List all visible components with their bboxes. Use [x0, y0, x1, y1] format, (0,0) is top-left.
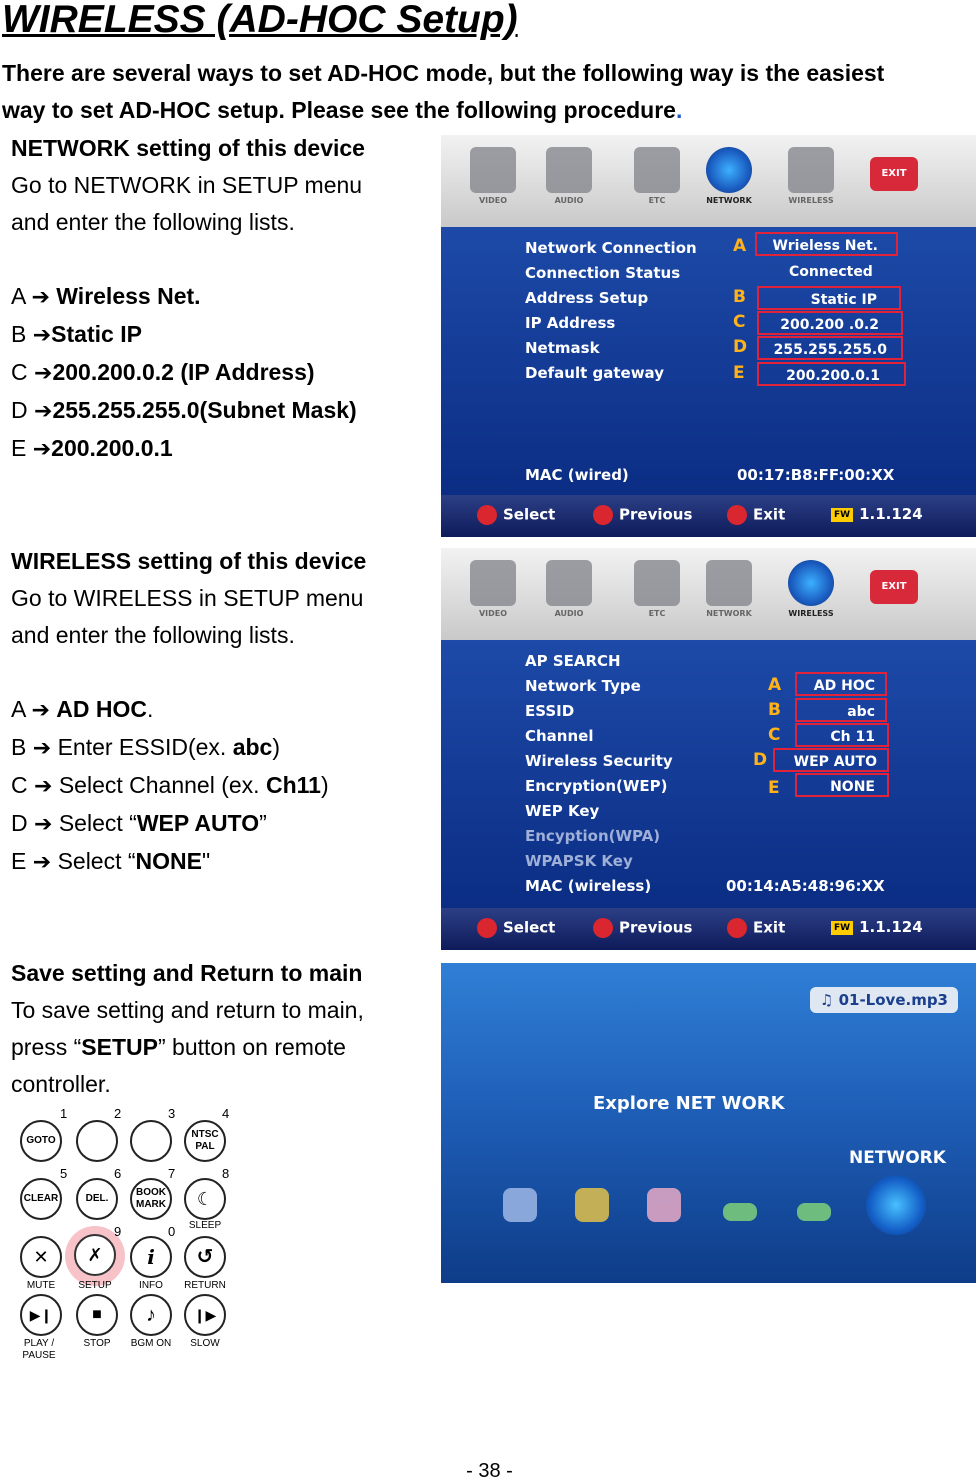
intro-line-1: There are several ways to set AD-HOC mode, but the following way is the easiest	[2, 60, 885, 86]
save-heading: Save setting and Return to main	[11, 960, 363, 986]
play-pause-label: PLAY / PAUSE	[22, 1338, 56, 1361]
play-pause-button[interactable]	[20, 1294, 62, 1336]
wireless-item-e: E ➔ Select “NONE"	[11, 848, 211, 875]
setup-label: SETUP	[78, 1280, 112, 1291]
callout-letter: C	[733, 312, 746, 332]
back-icon	[593, 505, 613, 525]
arrow-icon: ➔	[34, 774, 53, 799]
bgm-button[interactable]	[130, 1294, 172, 1336]
usb-icon[interactable]	[723, 1203, 757, 1221]
delete-button[interactable]: DEL.	[76, 1178, 118, 1220]
address-setup-value[interactable]: Static IP	[757, 286, 901, 310]
remote-controller	[18, 1106, 238, 1372]
wep-key-row[interactable]: WEP Key	[525, 802, 600, 820]
callout-letter: C	[768, 725, 781, 745]
wireless-menu-icon[interactable]: WIRELESS	[781, 560, 841, 622]
video-camera-icon[interactable]	[503, 1188, 537, 1222]
explore-title: Explore NET WORK	[593, 1093, 785, 1114]
mac-value: 00:17:B8:FF:00:XX	[737, 466, 895, 484]
ntsc-pal-button[interactable]: NTSC PAL	[184, 1120, 226, 1162]
etc-menu-icon[interactable]: ETC	[627, 560, 687, 622]
now-playing-badge: ♫ 01-Love.mp3	[810, 987, 958, 1013]
arrow-icon: ➔	[32, 736, 52, 761]
save-line-2: press “SETUP” button on remote	[11, 1034, 346, 1060]
arrow-icon: ➔	[32, 850, 52, 875]
goto-button[interactable]: GOTO	[20, 1120, 62, 1162]
bgm-label: BGM ON	[130, 1338, 172, 1349]
video-menu-icon[interactable]: VIDEO	[463, 560, 523, 622]
callout-letter: B	[733, 287, 746, 307]
save-section	[11, 955, 364, 1103]
slow-label: SLOW	[190, 1338, 220, 1349]
key-2-button[interactable]	[76, 1120, 118, 1162]
moon-icon: ☾	[196, 1189, 214, 1209]
number-label: 0	[168, 1224, 176, 1239]
number-label: 4	[222, 1106, 230, 1121]
netmask-row[interactable]: Netmask	[525, 339, 600, 357]
network-type-value[interactable]: AD HOC	[795, 672, 887, 696]
channel-row[interactable]: Channel	[525, 727, 594, 745]
address-setup-row[interactable]: Address Setup	[525, 289, 649, 307]
mac-wireless-value: 00:14:A5:48:96:XX	[726, 877, 885, 895]
wpapsk-key-row: WPAPSK Key	[525, 852, 633, 870]
network-heading: NETWORK setting of this device	[11, 135, 365, 161]
select-hint: Select	[477, 505, 555, 525]
channel-value[interactable]: Ch 11	[795, 723, 889, 747]
ip-address-value[interactable]: 200.200 .0.2	[757, 311, 903, 335]
exit-hint: Exit	[727, 505, 785, 525]
network-menu-icon[interactable]: NETWORK	[699, 147, 759, 209]
wireless-item-c: C ➔ Select Channel (ex. Ch11)	[11, 772, 329, 799]
network-item-c: C ➔200.200.0.2 (IP Address)	[11, 359, 315, 386]
security-value[interactable]: WEP AUTO	[773, 748, 889, 772]
wireless-desc-2: and enter the following lists.	[11, 622, 295, 648]
etc-menu-icon[interactable]: ETC	[627, 147, 687, 209]
wireless-item-d: D ➔ Select “WEP AUTO”	[11, 810, 267, 837]
network-connection-value[interactable]: Wrieless Net.	[755, 232, 898, 256]
wireless-setup-screen	[441, 548, 976, 950]
enter-icon	[477, 505, 497, 525]
setup-menu-bar	[441, 135, 976, 227]
mac-label: MAC (wired)	[525, 466, 629, 484]
callout-letter: E	[733, 363, 745, 383]
exit-menu-icon[interactable]: EXIT	[870, 570, 918, 604]
network-item-e: E ➔200.200.0.1	[11, 435, 173, 462]
number-label: 9	[114, 1224, 122, 1239]
setup-menu-bar	[441, 548, 976, 640]
network-type-row[interactable]: Network Type	[525, 677, 641, 695]
page-number: - 38 -	[466, 1460, 513, 1482]
firmware-version: FW 1.1.124	[831, 918, 923, 936]
wireless-menu-icon[interactable]: WIRELESS	[781, 147, 841, 209]
video-menu-icon[interactable]: VIDEO	[463, 147, 523, 209]
connection-status-value: Connected	[789, 264, 873, 280]
callout-letter: D	[733, 337, 748, 357]
network-desc-2: and enter the following lists.	[11, 209, 295, 235]
audio-menu-icon[interactable]: AUDIO	[539, 560, 599, 622]
number-label: 5	[60, 1166, 68, 1181]
firmware-version: FW 1.1.124	[831, 505, 923, 523]
return-label: RETURN	[184, 1280, 226, 1291]
ap-search-row[interactable]: AP SEARCH	[525, 652, 621, 670]
previous-hint: Previous	[593, 918, 692, 938]
bookmark-button[interactable]: BOOK MARK	[130, 1178, 172, 1220]
essid-value[interactable]: abc	[795, 698, 887, 722]
encryption-value[interactable]: NONE	[795, 773, 889, 797]
hint-bar	[441, 495, 976, 537]
slow-icon: ❙▶	[193, 1307, 217, 1323]
clear-button[interactable]: CLEAR	[20, 1178, 62, 1220]
connection-status-row: Connection Status	[525, 264, 681, 282]
setup-button[interactable]	[74, 1234, 116, 1276]
info-icon: i	[147, 1245, 155, 1269]
number-label: 7	[168, 1166, 176, 1181]
callout-letter: B	[768, 700, 781, 720]
stop-icon: ■	[92, 1306, 102, 1323]
netmask-value[interactable]: 255.255.255.0	[757, 336, 903, 360]
callout-letter: E	[768, 778, 780, 798]
network-setup-screen	[441, 135, 976, 537]
slow-button[interactable]	[184, 1294, 226, 1336]
arrow-icon: ➔	[32, 323, 52, 348]
callout-letter: A	[768, 675, 782, 695]
number-label: 2	[114, 1106, 122, 1121]
return-button[interactable]	[184, 1236, 226, 1278]
exit-menu-icon[interactable]: EXIT	[870, 157, 918, 191]
page-title: WIRELESS (AD-HOC Setup)	[2, 0, 518, 41]
photo-icon[interactable]	[647, 1188, 681, 1222]
encryption-wpa-row: Encyption(WPA)	[525, 827, 661, 845]
arrow-icon: ➔	[34, 812, 53, 837]
gateway-value[interactable]: 200.200.0.1	[757, 362, 906, 386]
info-label: INFO	[139, 1280, 163, 1291]
return-icon: ↺	[196, 1246, 214, 1268]
intro-line-2: way to set AD-HOC setup. Please see the following procedure.	[2, 97, 683, 123]
wireless-item-a: A ➔ AD HOC.	[11, 696, 154, 723]
network-desc-1: Go to NETWORK in SETUP menu	[11, 172, 363, 198]
wireless-security-row[interactable]: Wireless Security	[525, 752, 673, 770]
main-menu-screen	[441, 963, 976, 1283]
stop-button[interactable]	[76, 1294, 118, 1336]
setup-tool-icon	[727, 918, 747, 938]
mac-wireless-label: MAC (wireless)	[525, 877, 652, 895]
mute-button[interactable]	[20, 1236, 62, 1278]
music-note-icon: ♪	[146, 1304, 156, 1326]
essid-row[interactable]: ESSID	[525, 702, 575, 720]
exit-hint: Exit	[727, 918, 785, 938]
tool-icon: ✗	[87, 1245, 103, 1265]
wireless-item-b: B ➔ Enter ESSID(ex. abc)	[11, 734, 280, 761]
setup-tool-icon	[727, 505, 747, 525]
music-note-icon: ♫	[819, 991, 839, 1009]
stop-label: STOP	[83, 1338, 111, 1349]
network-item-b: B ➔Static IP	[11, 321, 142, 348]
callout-letter: D	[753, 750, 768, 770]
wireless-section	[11, 543, 366, 881]
network-menu-icon[interactable]: NETWORK	[699, 560, 759, 622]
enter-icon	[477, 918, 497, 938]
number-label: 3	[168, 1106, 176, 1121]
mute-label: MUTE	[26, 1280, 56, 1291]
encryption-wep-row[interactable]: Encryption(WEP)	[525, 777, 668, 795]
network-globe-icon[interactable]	[866, 1175, 926, 1235]
mute-icon: ✕	[33, 1247, 49, 1267]
ip-address-row[interactable]: IP Address	[525, 314, 616, 332]
wireless-heading: WIRELESS setting of this device	[11, 548, 367, 574]
select-hint: Select	[477, 918, 555, 938]
hint-bar	[441, 908, 976, 950]
callout-letter: A	[733, 236, 747, 256]
play-pause-icon: ▶❙	[29, 1307, 53, 1323]
audio-menu-icon[interactable]: AUDIO	[539, 147, 599, 209]
wireless-settings-panel	[441, 640, 976, 908]
arrow-icon: ➔	[31, 285, 50, 310]
arrow-icon: ➔	[32, 437, 52, 462]
previous-hint: Previous	[593, 505, 692, 525]
network-connection-row[interactable]: Network Connection	[525, 239, 697, 257]
sleep-label: SLEEP	[188, 1220, 222, 1231]
info-button[interactable]	[130, 1236, 172, 1278]
default-gateway-row[interactable]: Default gateway	[525, 364, 664, 382]
usb-icon[interactable]	[797, 1203, 831, 1221]
save-line-3: controller.	[11, 1071, 111, 1097]
selected-item-label: NETWORK	[849, 1148, 946, 1168]
network-section	[11, 130, 365, 468]
sleep-button[interactable]	[184, 1178, 226, 1220]
save-line-1: To save setting and return to main,	[11, 997, 364, 1023]
network-item-a: A ➔ Wireless Net.	[11, 283, 201, 310]
network-settings-panel	[441, 227, 976, 495]
number-label: 1	[60, 1106, 68, 1121]
network-item-d: D ➔255.255.255.0(Subnet Mask)	[11, 397, 357, 424]
number-label: 8	[222, 1166, 230, 1181]
number-label: 6	[114, 1166, 122, 1181]
arrow-icon: ➔	[31, 698, 50, 723]
arrow-icon: ➔	[34, 399, 53, 424]
back-icon	[593, 918, 613, 938]
wireless-desc-1: Go to WIRELESS in SETUP menu	[11, 585, 364, 611]
music-icon[interactable]	[575, 1188, 609, 1222]
arrow-icon: ➔	[34, 361, 53, 386]
key-3-button[interactable]	[130, 1120, 172, 1162]
